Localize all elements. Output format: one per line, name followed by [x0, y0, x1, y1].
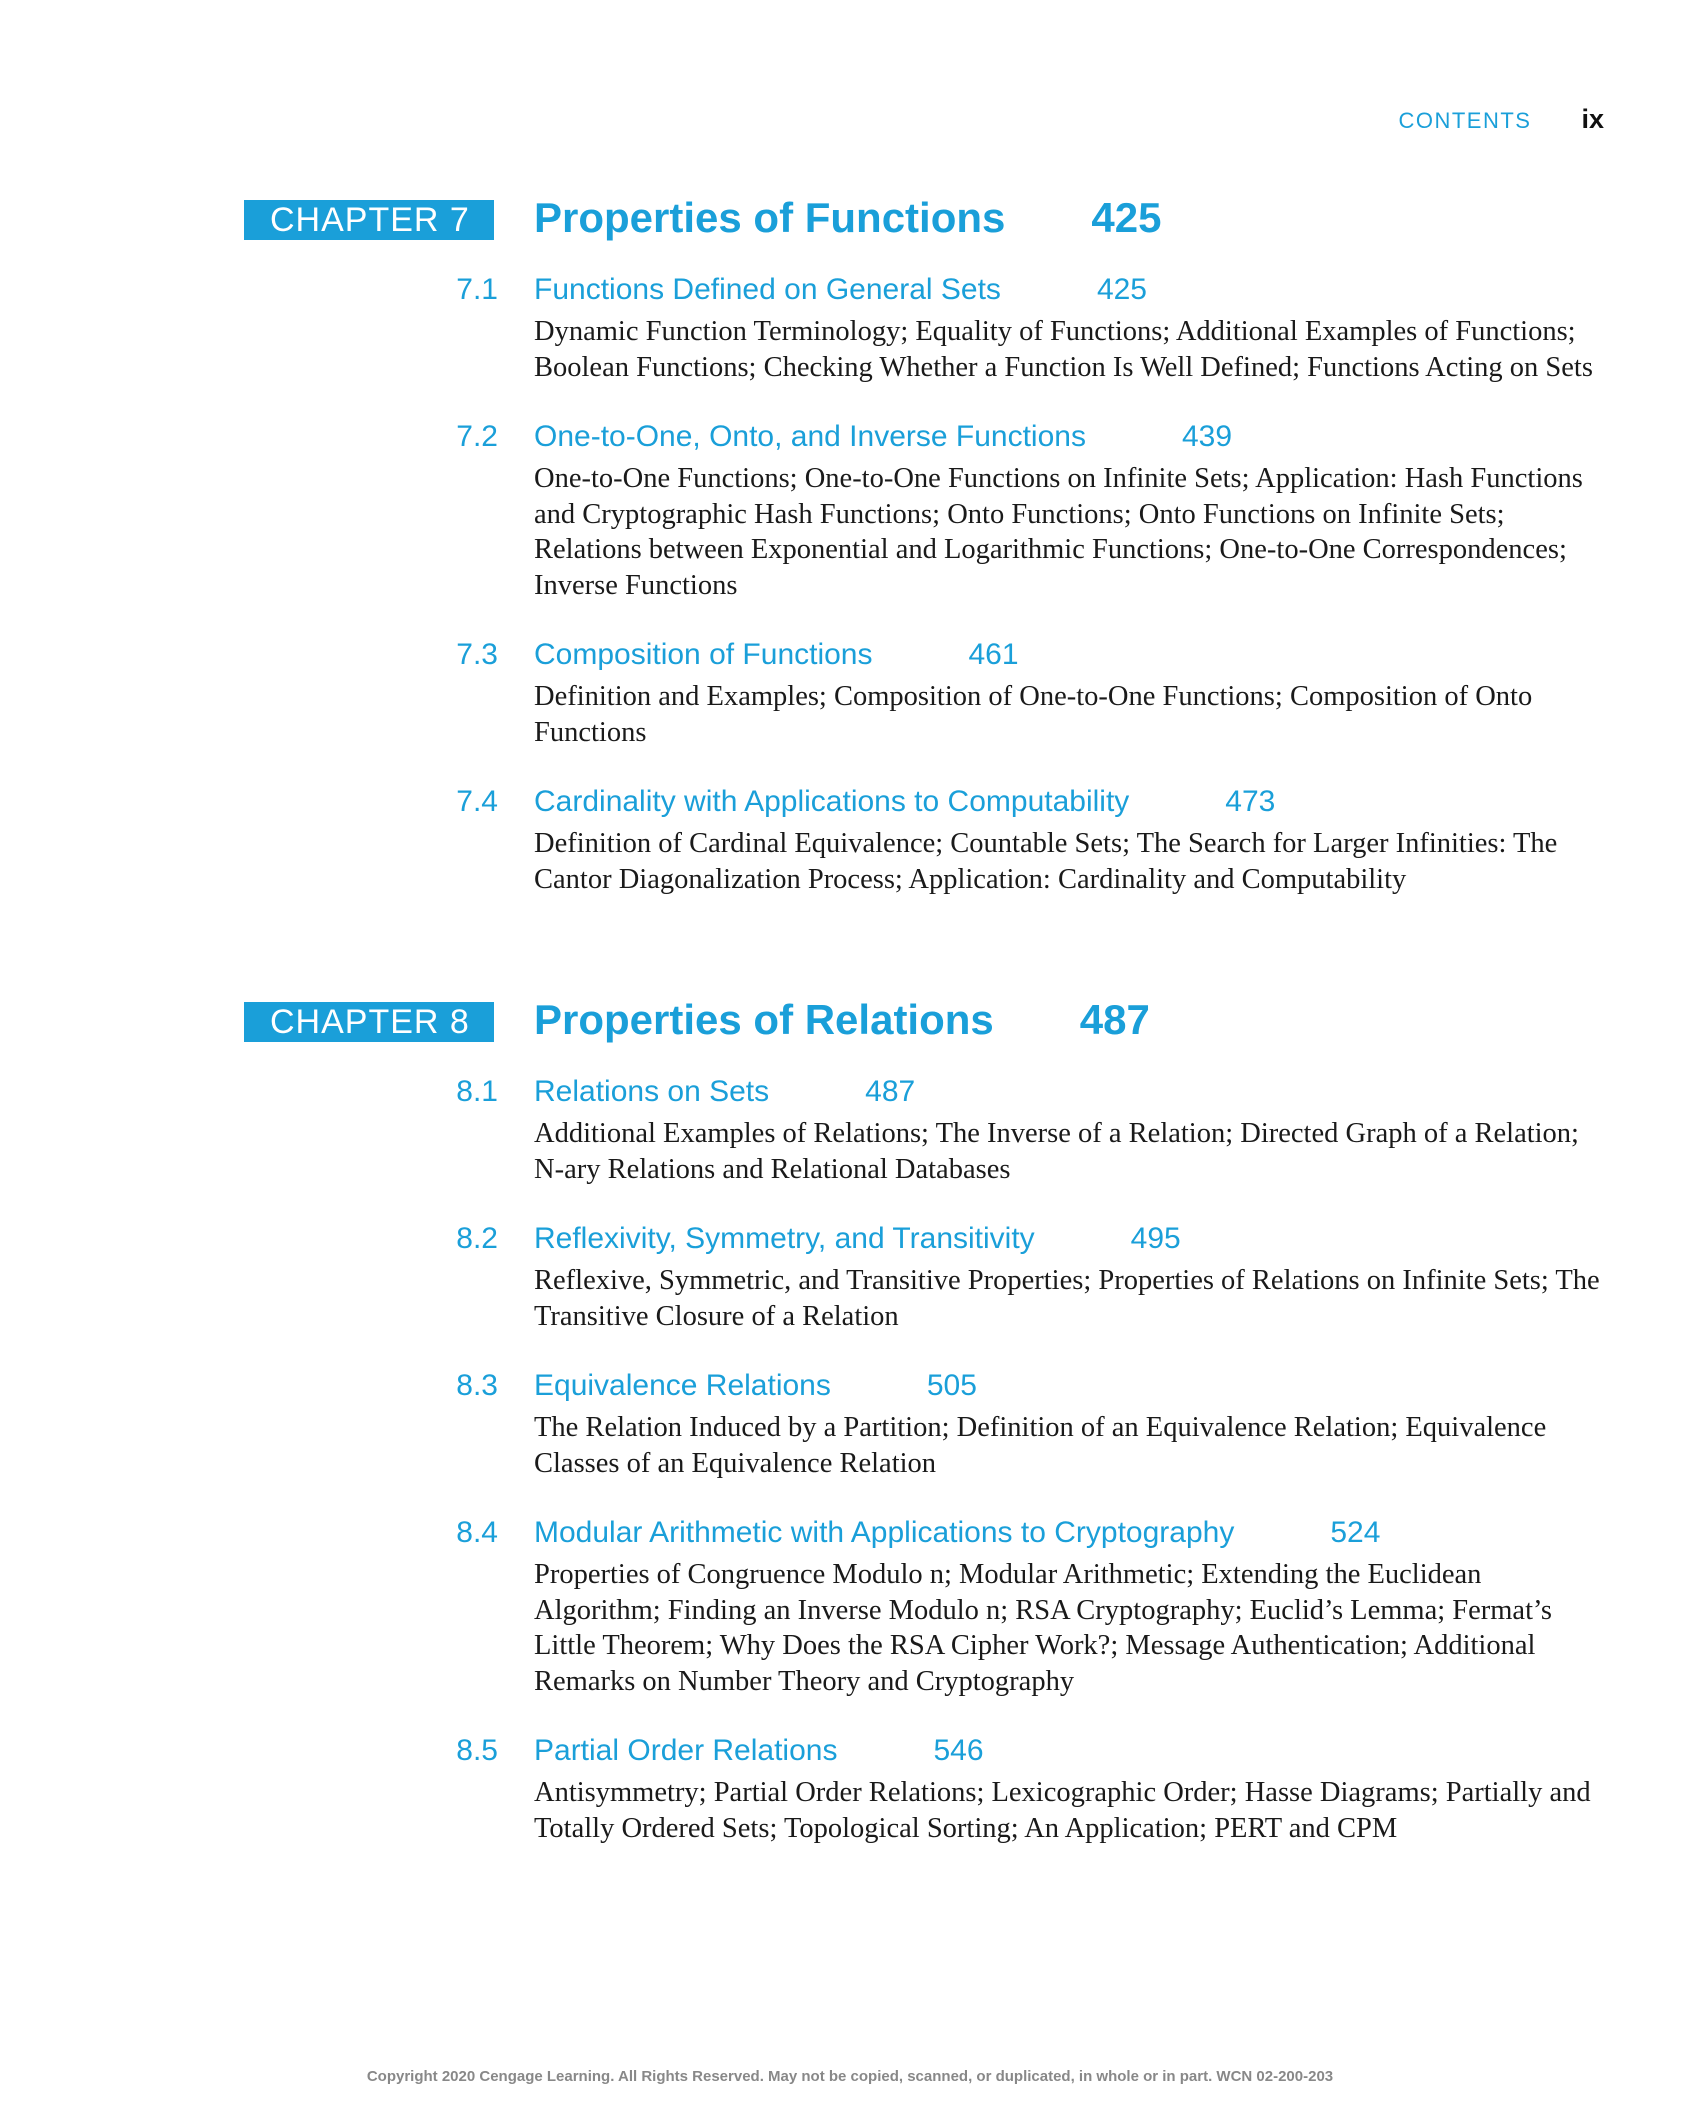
section-page: 473	[1225, 785, 1276, 818]
page-number: ix	[1581, 104, 1604, 134]
section-heading[interactable]	[0, 415, 1700, 459]
section-description: Definition and Examples; Composition of One-to-One Functions; Composition of Onto Functions	[534, 681, 1533, 748]
section-description: Reflexive, Symmetric, and Transitive Properties; Properties of Relations on Infinite Sets; The Transitive Closure of a Relation	[534, 1265, 1600, 1332]
chapter-badge: CHAPTER 7	[244, 200, 494, 240]
section-description: Properties of Congruence Modulo n; Modular Arithmetic; Extending the Euclidean Algorithm; Finding an Inverse Modulo n; RSA Cryptography; Euclid’s Lemma; Fermat’s Little Theorem; Why Does the RSA Cipher Work?; Message Authentication; Additional Remarks on Number Theory and Cryptography	[534, 1559, 1552, 1697]
section-7-1	[0, 268, 1700, 385]
section-title	[534, 1070, 915, 1114]
section-number: 8.4	[456, 1516, 498, 1549]
section-8-4	[0, 1511, 1700, 1699]
copyright-footer: Copyright 2020 Cengage Learning. All Rights Reserved. May not be copied, scanned, or duplicated, in whole or in part. WCN 02-200-203	[366, 2068, 1334, 2085]
chapter-page: 487	[1079, 996, 1150, 1043]
chapter-8	[0, 990, 1700, 1050]
section-heading[interactable]	[0, 1511, 1700, 1555]
chapter-title[interactable]	[534, 990, 1150, 1050]
chapter-badge: CHAPTER 8	[244, 1002, 494, 1042]
section-heading[interactable]	[0, 633, 1700, 677]
section-description: Additional Examples of Relations; The Inverse of a Relation; Directed Graph of a Relation; N-ary Relations and Relational Databases	[534, 1118, 1579, 1185]
section-8-5	[0, 1729, 1700, 1846]
section-title	[534, 1511, 1380, 1555]
section-number: 8.2	[456, 1222, 498, 1255]
chapter-8-sections	[0, 1070, 1700, 1876]
section-title-text: Composition of Functions	[534, 638, 873, 671]
section-description: Dynamic Function Terminology; Equality of Functions; Additional Examples of Functions; Boolean Functions; Checking Whether a Function Is Well Defined; Functions Acting on Sets	[534, 316, 1593, 383]
section-7-3	[0, 633, 1700, 750]
section-description: One-to-One Functions; One-to-One Functions on Infinite Sets; Application: Hash Functions and Cryptographic Hash Functions; Onto Functions; Onto Functions on Infinite Sets; Relations between Exponential and Logarithmic Functions; One-to-One Correspondences; Inverse Functions	[534, 463, 1583, 601]
section-number: 7.1	[456, 273, 498, 306]
section-heading[interactable]	[0, 1729, 1700, 1773]
section-title-text: One-to-One, Onto, and Inverse Functions	[534, 420, 1086, 453]
section-page: 524	[1330, 1516, 1381, 1549]
section-heading[interactable]	[0, 780, 1700, 824]
section-page: 495	[1130, 1222, 1181, 1255]
section-number: 8.3	[456, 1369, 498, 1402]
section-title-text: Partial Order Relations	[534, 1734, 838, 1767]
section-page: 461	[968, 638, 1019, 671]
section-title	[534, 780, 1275, 824]
section-8-2	[0, 1217, 1700, 1334]
chapter-title-text: Properties of Functions	[534, 194, 1006, 241]
section-8-3	[0, 1364, 1700, 1481]
section-number: 8.5	[456, 1734, 498, 1767]
running-head-label: CONTENTS	[1398, 108, 1532, 133]
section-description: The Relation Induced by a Partition; Definition of an Equivalence Relation; Equivalence Classes of an Equivalence Relation	[534, 1412, 1547, 1479]
section-title-text: Functions Defined on General Sets	[534, 273, 1001, 306]
section-heading[interactable]	[0, 1217, 1700, 1261]
section-page: 505	[926, 1369, 977, 1402]
section-page: 546	[933, 1734, 984, 1767]
section-number: 7.2	[456, 420, 498, 453]
chapter-heading	[0, 188, 1700, 248]
chapter-title[interactable]	[534, 188, 1161, 248]
section-title	[534, 1364, 977, 1408]
section-title	[534, 415, 1232, 459]
section-title-text: Cardinality with Applications to Computability	[534, 785, 1130, 818]
section-page: 487	[865, 1075, 916, 1108]
section-number: 7.3	[456, 638, 498, 671]
chapter-7	[0, 188, 1700, 248]
section-title-text: Relations on Sets	[534, 1075, 770, 1108]
section-7-2	[0, 415, 1700, 603]
section-title-text: Reflexivity, Symmetry, and Transitivity	[534, 1222, 1035, 1255]
chapter-7-sections	[0, 268, 1700, 927]
chapter-heading	[0, 990, 1700, 1050]
section-7-4	[0, 780, 1700, 897]
section-title	[534, 633, 1019, 677]
section-title-text: Modular Arithmetic with Applications to Cryptography	[534, 1516, 1235, 1549]
section-page: 439	[1181, 420, 1233, 453]
section-title-text: Equivalence Relations	[534, 1369, 831, 1402]
section-page: 425	[1096, 273, 1147, 306]
section-title	[534, 268, 1147, 312]
section-title	[534, 1217, 1181, 1261]
section-number: 7.4	[456, 785, 498, 818]
section-heading[interactable]	[0, 1364, 1700, 1408]
chapter-title-text: Properties of Relations	[534, 996, 994, 1043]
section-title	[534, 1729, 984, 1773]
section-number: 8.1	[456, 1075, 498, 1108]
section-description: Antisymmetry; Partial Order Relations; Lexicographic Order; Hasse Diagrams; Partially and Totally Ordered Sets; Topological Sorting; An Application; PERT and CPM	[534, 1777, 1591, 1844]
section-description: Definition of Cardinal Equivalence; Countable Sets; The Search for Larger Infinities: The Cantor Diagonalization Process; Application: Cardinality and Computability	[534, 828, 1558, 895]
section-heading[interactable]	[0, 1070, 1700, 1114]
running-head	[1398, 104, 1604, 135]
chapter-page: 425	[1091, 194, 1162, 241]
section-heading[interactable]	[0, 268, 1700, 312]
section-8-1	[0, 1070, 1700, 1187]
